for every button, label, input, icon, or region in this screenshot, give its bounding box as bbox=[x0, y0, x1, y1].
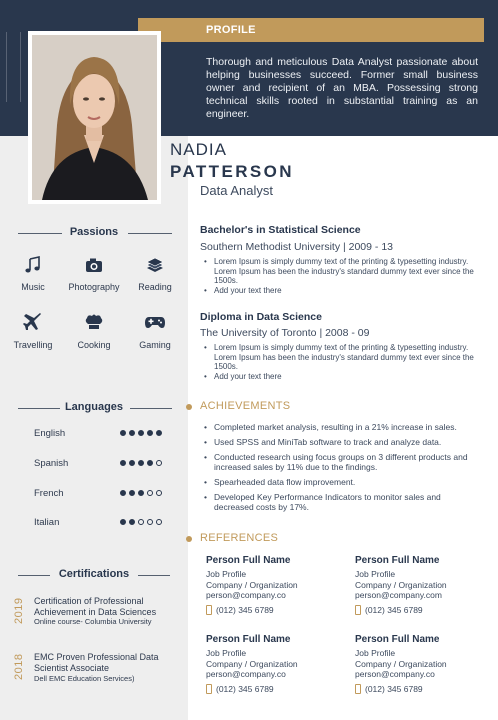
reference-profile: Job Profile bbox=[355, 569, 396, 579]
achievement-item: • Developed Key Performance Indicators to monitor sales and decreased costs by 17%. bbox=[204, 492, 480, 512]
cert-title: EMC Proven Professional Data Scientist Associate bbox=[34, 652, 159, 673]
reference-phone bbox=[355, 605, 485, 616]
profile-photo bbox=[28, 31, 161, 204]
passion-label: Reading bbox=[138, 282, 172, 292]
reference-phone bbox=[206, 605, 336, 616]
language-level-spanish bbox=[120, 460, 165, 468]
reference-email[interactable]: person@company.co bbox=[355, 669, 435, 679]
level-dot-filled bbox=[147, 430, 153, 436]
reference-phone bbox=[206, 684, 336, 695]
level-dot-empty bbox=[138, 519, 144, 525]
language-name: French bbox=[34, 488, 64, 499]
level-dot-filled bbox=[129, 490, 135, 496]
passion-label: Photography bbox=[68, 282, 120, 292]
language-name: English bbox=[34, 428, 66, 439]
passion-music bbox=[2, 256, 64, 292]
reference-card bbox=[355, 634, 485, 694]
passion-label: Cooking bbox=[77, 340, 111, 350]
portrait-image bbox=[32, 35, 157, 200]
cert-source: Online course- Columbia University bbox=[34, 617, 152, 626]
achievements-list bbox=[204, 422, 480, 517]
passion-label: Travelling bbox=[13, 340, 53, 350]
passion-reading bbox=[124, 256, 186, 292]
education-detail: • Add your text there bbox=[204, 286, 476, 296]
level-dot-filled bbox=[138, 490, 144, 496]
cert-source: Dell EMC Education Services) bbox=[34, 674, 135, 683]
camera-icon bbox=[85, 256, 103, 274]
reference-phone-number[interactable]: (012) 345 6789 bbox=[365, 604, 423, 615]
reference-name: Person Full Name bbox=[355, 555, 440, 566]
level-dot-empty bbox=[156, 490, 162, 496]
reference-organization: Company / Organization bbox=[206, 658, 298, 669]
reference-organization: Company / Organization bbox=[355, 658, 447, 669]
level-dot-empty bbox=[147, 519, 153, 525]
reference-email[interactable]: person@company.com bbox=[355, 590, 442, 600]
education-degree: Diploma in Data Science bbox=[200, 311, 322, 323]
reference-profile: Job Profile bbox=[355, 648, 396, 658]
education-details bbox=[204, 343, 476, 381]
reference-phone-number[interactable]: (012) 345 6789 bbox=[365, 683, 423, 694]
level-dot-empty bbox=[147, 490, 153, 496]
reference-card bbox=[206, 634, 336, 694]
achievement-item: • Completed market analysis, resulting in a 21% increase in sales. bbox=[204, 422, 480, 432]
level-dot-filled bbox=[129, 430, 135, 436]
level-dot-filled bbox=[120, 519, 126, 525]
reference-profile: Job Profile bbox=[206, 648, 247, 658]
passion-cooking bbox=[63, 312, 125, 350]
profile-heading: PROFILE bbox=[138, 18, 484, 42]
cert-year: 2019 bbox=[13, 597, 25, 624]
reference-email[interactable]: person@company.co bbox=[206, 669, 286, 679]
gamepad-icon bbox=[144, 312, 166, 332]
education-detail: • Lorem Ipsum is simply dummy text of the printing & typesetting industry. Lorem Ipsum has been the industry's standard dummy text ever since the 1500s. bbox=[204, 343, 476, 372]
passion-label: Gaming bbox=[139, 340, 171, 350]
passions-heading bbox=[0, 226, 188, 238]
passion-travelling bbox=[2, 312, 64, 350]
phone-icon bbox=[206, 605, 212, 615]
level-dot-filled bbox=[156, 430, 162, 436]
level-dot-filled bbox=[120, 490, 126, 496]
certifications-heading-label: Certifications bbox=[58, 568, 130, 580]
passion-gaming bbox=[124, 312, 186, 350]
job-title: Data Analyst bbox=[200, 183, 273, 198]
passion-label: Music bbox=[21, 282, 45, 292]
section-marker-icon bbox=[186, 536, 192, 542]
airplane-icon bbox=[23, 312, 43, 332]
level-dot-filled bbox=[147, 460, 153, 466]
cert-title: Certification of Professional Achievement in Data Sciences bbox=[34, 596, 157, 617]
language-name: Italian bbox=[34, 517, 60, 528]
books-icon bbox=[145, 256, 165, 274]
reference-name: Person Full Name bbox=[355, 634, 440, 645]
reference-email[interactable]: person@company.co bbox=[206, 590, 286, 600]
achievements-heading: ACHIEVEMENTS bbox=[200, 400, 291, 412]
first-name: NADIA bbox=[170, 140, 227, 159]
references-heading: REFERENCES bbox=[200, 532, 279, 544]
phone-icon bbox=[355, 684, 361, 694]
language-name: Spanish bbox=[34, 458, 69, 469]
reference-phone-number[interactable]: (012) 345 6789 bbox=[216, 683, 274, 694]
profile-summary: Thorough and meticulous Data Analyst passionate about helping businesses succeed. Former small business owner and recipient of an MBA. Possessing strong technical skills rooted in substantial training as an engineer. bbox=[206, 56, 478, 120]
education-school: Southern Methodist University | 2009 - 13 bbox=[200, 241, 393, 253]
language-level-french bbox=[120, 490, 165, 498]
cert-year: 2018 bbox=[13, 653, 25, 680]
sidebar bbox=[0, 136, 188, 720]
reference-phone bbox=[355, 684, 485, 695]
level-dot-empty bbox=[156, 460, 162, 466]
level-dot-filled bbox=[120, 430, 126, 436]
education-details bbox=[204, 257, 476, 295]
chef-hat-icon bbox=[84, 312, 104, 332]
reference-card bbox=[355, 555, 485, 615]
phone-icon bbox=[206, 684, 212, 694]
education-detail: • Lorem Ipsum is simply dummy text of the printing & typesetting industry. Lorem Ipsum has been the industry's standard dummy text ever since the 1500s. bbox=[204, 257, 476, 286]
language-level-english bbox=[120, 430, 165, 438]
languages-heading bbox=[0, 401, 188, 413]
music-note-icon bbox=[24, 256, 42, 274]
education-degree: Bachelor's in Statistical Science bbox=[200, 224, 361, 236]
section-marker-icon bbox=[186, 404, 192, 410]
education-school: The University of Toronto | 2008 - 09 bbox=[200, 327, 370, 339]
language-level-italian bbox=[120, 519, 165, 527]
languages-heading-label: Languages bbox=[64, 401, 124, 413]
reference-organization: Company / Organization bbox=[355, 579, 447, 590]
reference-card bbox=[206, 555, 336, 615]
reference-name: Person Full Name bbox=[206, 634, 291, 645]
education-detail: • Add your text there bbox=[204, 372, 476, 382]
last-name: PATTERSON bbox=[170, 162, 294, 181]
level-dot-filled bbox=[138, 460, 144, 466]
level-dot-filled bbox=[129, 519, 135, 525]
reference-organization: Company / Organization bbox=[206, 579, 298, 590]
reference-profile: Job Profile bbox=[206, 569, 247, 579]
achievement-item: • Conducted research using focus groups on 3 different products and increased sales by 11% due to the findings. bbox=[204, 452, 480, 472]
reference-phone-number[interactable]: (012) 345 6789 bbox=[216, 604, 274, 615]
phone-icon bbox=[355, 605, 361, 615]
level-dot-filled bbox=[129, 460, 135, 466]
passions-heading-label: Passions bbox=[69, 226, 119, 238]
level-dot-filled bbox=[138, 430, 144, 436]
level-dot-empty bbox=[156, 519, 162, 525]
passion-photography bbox=[63, 256, 125, 292]
achievement-item: • Spearheaded data flow improvement. bbox=[204, 477, 480, 487]
achievement-item: • Used SPSS and MiniTab software to track and analyze data. bbox=[204, 437, 480, 447]
reference-name: Person Full Name bbox=[206, 555, 291, 566]
level-dot-filled bbox=[120, 460, 126, 466]
certifications-heading bbox=[0, 568, 188, 580]
